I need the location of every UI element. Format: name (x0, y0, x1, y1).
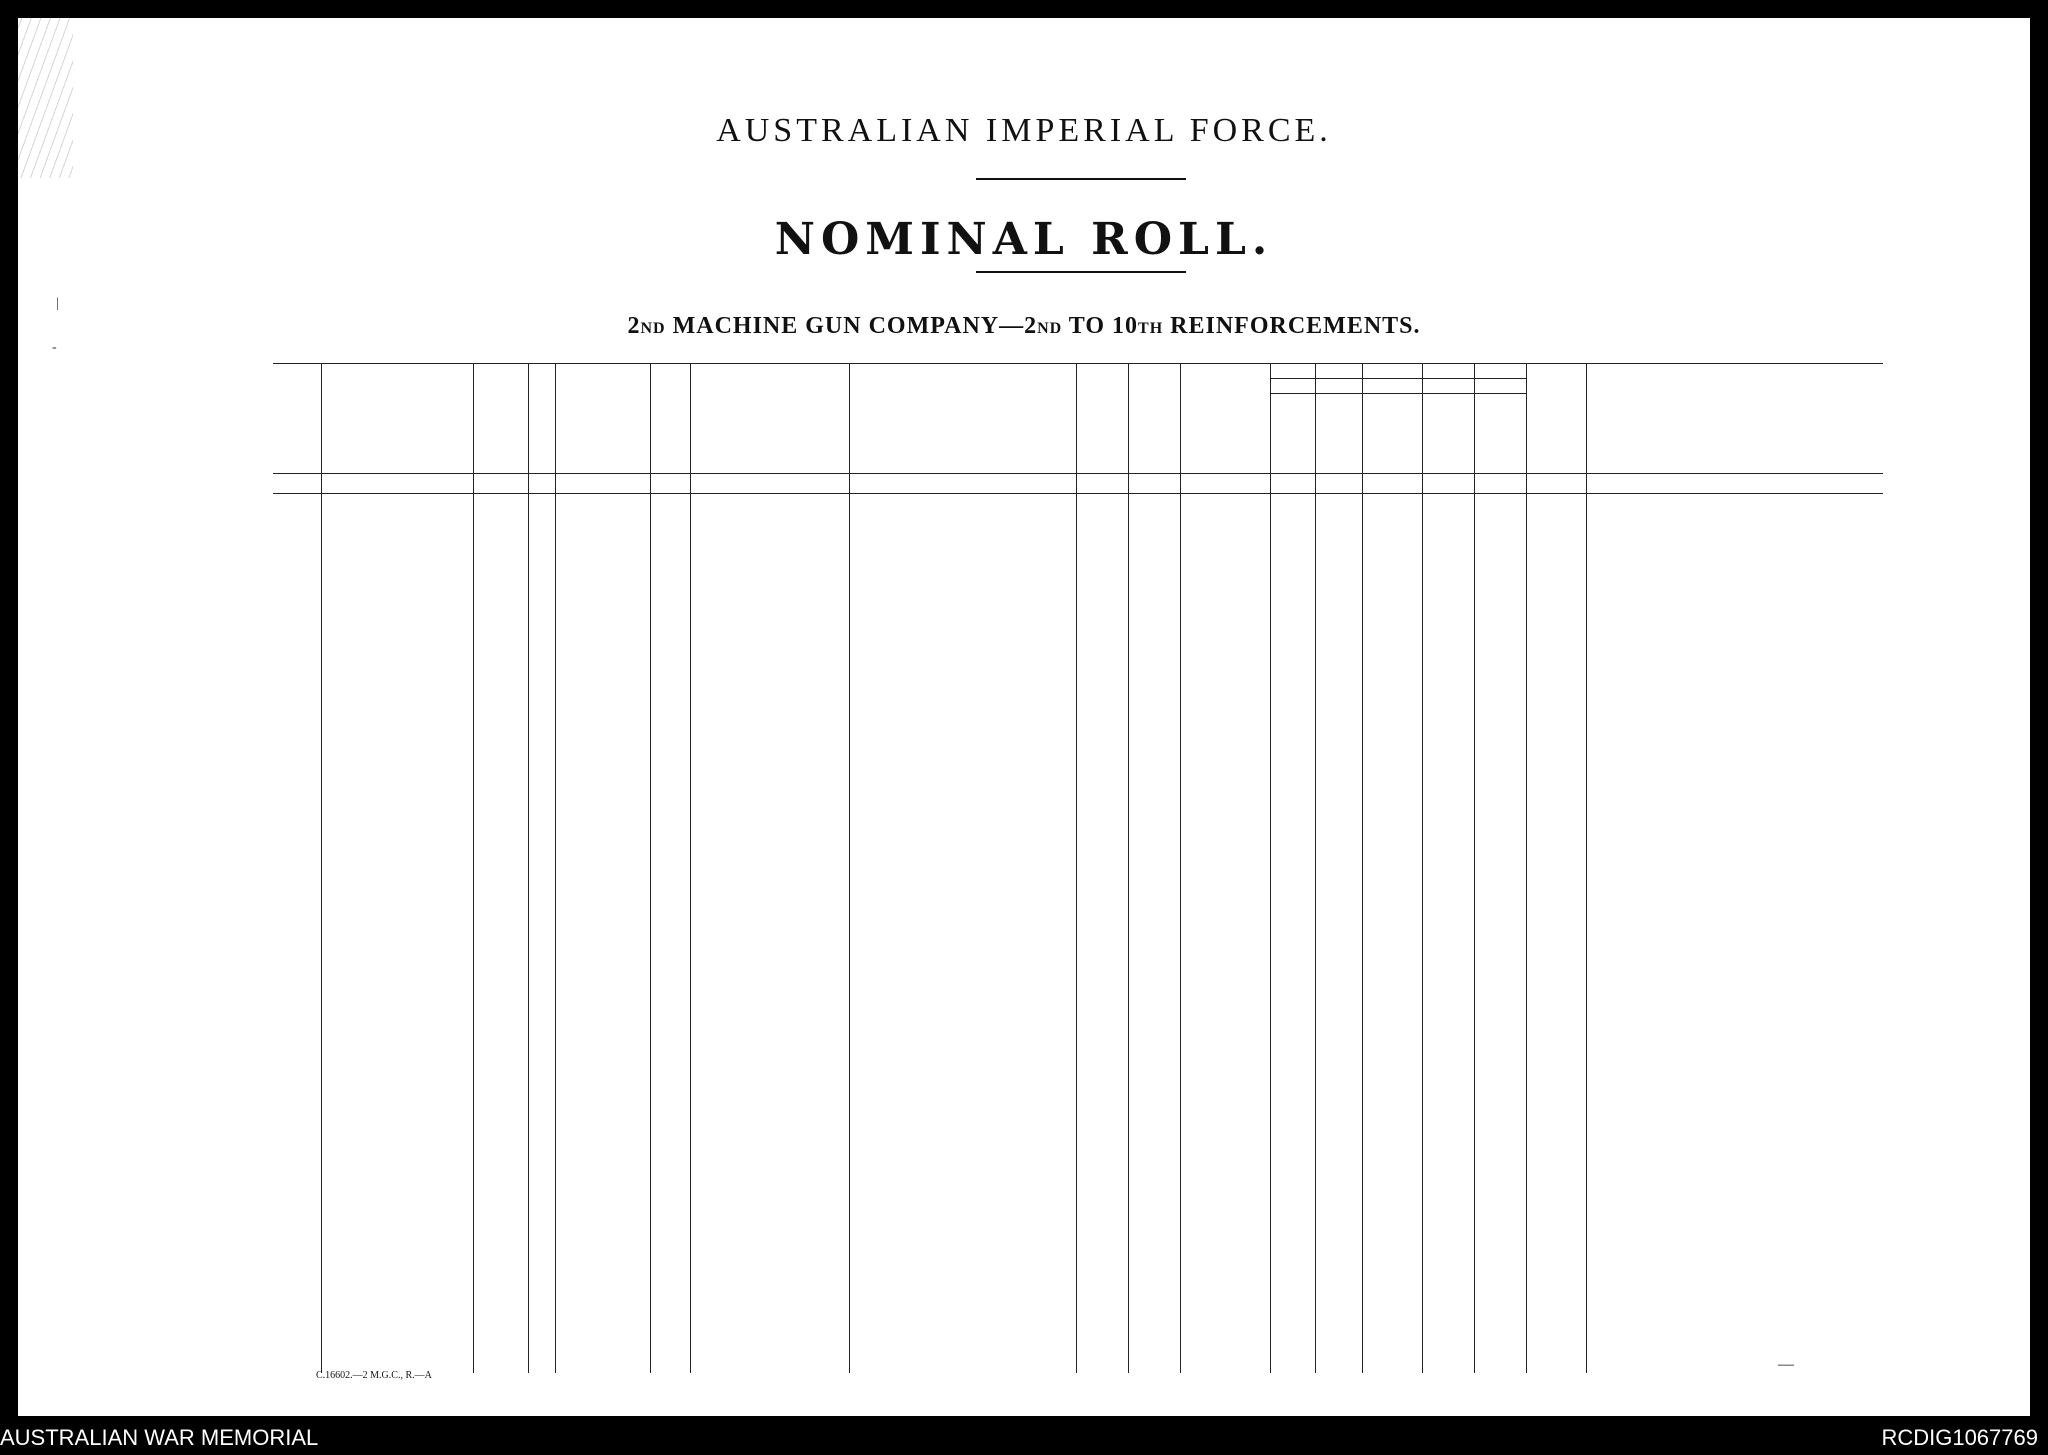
title-rule (976, 178, 1186, 180)
document-title: AUSTRALIAN IMPERIAL FORCE. (716, 112, 1332, 149)
column-rule (1586, 363, 1587, 1373)
margin-mark: - (52, 340, 57, 355)
embark-rule (1270, 393, 1526, 394)
column-rule (1474, 363, 1475, 1373)
margin-mark: | (56, 296, 59, 311)
table-top-rule (273, 363, 1883, 364)
column-rule (1422, 363, 1423, 1373)
subtitle-rule (976, 271, 1186, 273)
column-rule (650, 363, 651, 1373)
table-header-rule (273, 493, 1883, 494)
column-rule (1526, 363, 1527, 1373)
unit-heading: 2ND MACHINE GUN COMPANY—2ND TO 10TH REINFORCEMENTS. (627, 313, 1421, 339)
archive-label-right: RCDIG1067769 (1881, 1425, 2038, 1450)
archive-label-left: AUSTRALIAN WAR MEMORIAL (0, 1425, 319, 1450)
pay-rule (1270, 378, 1526, 379)
column-rule (528, 363, 529, 1373)
column-rule (849, 363, 850, 1373)
document-page (18, 18, 2030, 1416)
column-rule (473, 363, 474, 1373)
column-rule (321, 363, 322, 1373)
column-rule (555, 363, 556, 1373)
column-rule (1076, 363, 1077, 1373)
document-subtitle: NOMINAL ROLL. (774, 214, 1274, 265)
column-rule (1315, 363, 1316, 1373)
column-rule (1128, 363, 1129, 1373)
units-rule (273, 473, 1883, 474)
column-rule (690, 363, 691, 1373)
form-code: C.16602.—2 M.G.C., R.—A (316, 1370, 432, 1381)
column-rule (1270, 363, 1271, 1373)
page-mark: — (1778, 1356, 1794, 1373)
column-rule (1180, 363, 1181, 1373)
column-rule (1362, 363, 1363, 1373)
scan-noise (18, 18, 73, 178)
nominal-roll-table (273, 353, 1883, 1378)
